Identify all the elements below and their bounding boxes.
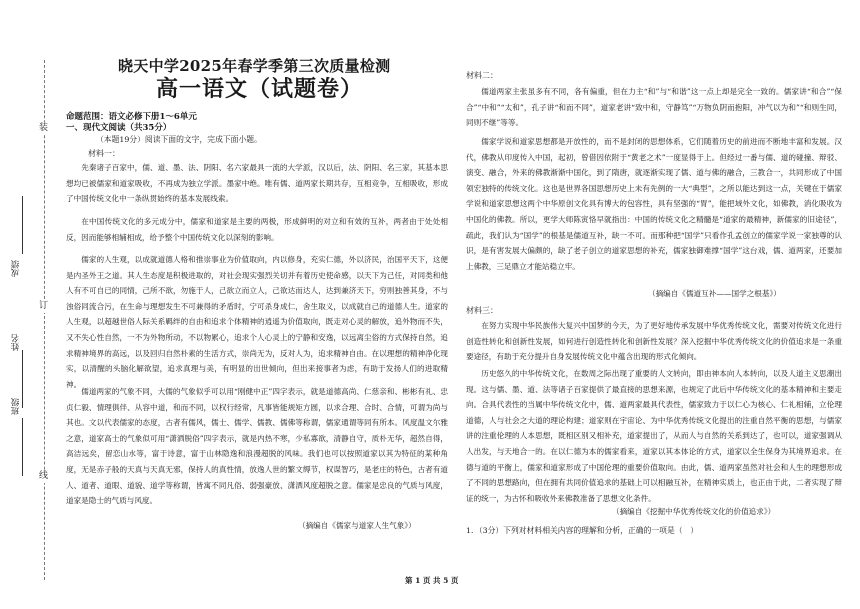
exam-title: 晓天中学2025年春学季第三次质量检测 [118, 57, 391, 75]
material1-paragraph: 在中国传统文化的多元成分中，儒家和道家是主要的两极，形成鲜明的对立和有效的互补，两者由于处处相反，因而能够相辅相成，给予整个中国传统文化以深刻的影响。 [66, 217, 448, 242]
material3-paragraph: 在努力实现中华民族伟大复兴中国梦的今天，为了更好地传承发展中华优秀传统文化，需要对传统文化进行创造性转化和创新性发展，如何进行创造性转化和创新性发展？深入挖掘中华优秀传统文化的价值追求是一条重要途径，有助于充分提升自身发展传统文化中蕴含出现的形式化倾向。 [466, 321, 842, 362]
material3-paragraph: 历史悠久的中华传统文化，在数周之际出现了重要的人文转向，即由神本向人本转向，以及人道主义思潮出现。这与儒、墨、道、法等诸子百家提供了最直接的思想来源，也规定了此后中华传统文化的基本精神和主要走向。合具代表性的当属中华传统文化中，儒、道两家最具代表性，儒家致力于以仁心为核心、仁礼相辅，立伦理道德，人与社会之大道的理论构建；道家则在宇宙论、为中华优秀传统文化提出的注重自然平衡的思想，与儒家讲的注重伦理的人本思想，既相区别又相补充，道家提出了，从而人与自然的关系到达了，也可以，道家强调从人出发，与天地合一的。在以仁德为本的儒家看来，道家以其本体论的方式，道家以全生保身为其境界追求。在德与道的平衡上，儒家和道家形成了中国伦理的重要价值取向。由此，儒、道两家虽然对社会和人生的理想形成了不同的思想路向，但在拥有共同价值追求的基础上可以相融互补，在精神实质上，也正由于此，二者实现了辩证的统一，为古怀和吸收外来佛教准备了思想文化条件。 [466, 369, 842, 503]
material3-source: （摘编自《挖掘中华优秀传统文化的价值追求》） [612, 507, 776, 516]
section-heading: 一、现代文阅读（共35分） [66, 123, 172, 133]
name-blank[interactable] [22, 350, 23, 408]
material2-source: （摘编自《儒道互补——国学之根基》） [648, 289, 781, 298]
instruction-text: （本题19分）阅读下面的文字，完成下面小题。 [96, 135, 262, 144]
binding-margin [0, 0, 58, 609]
material2-paragraph: 儒道两家主张虽多有不同，各有偏重，但在力主“和”与“和谐”这一点上却是完全一致的。儒家讲“和合”“保合”“中和”“太和”，孔子讲“和而不同”，道家老讲“致中和，守静笃”“万物负阴而抱阳，冲气以为和”“和则生同，同则不继”等等。 [466, 87, 842, 128]
material3-label: 材料三： [466, 306, 498, 315]
material1-paragraph: 先秦诸子百家中，儒、道、墨、法、阴阳、名六家最具一流的大学派，汉以后，法、阴阳、名三家，其基本思想均已被儒家和道家吸收，不再成为独立学派。墨家中绝。唯有儒、道两家长期共存，互相竞争，互相吸收，形成了中国传统文化中一条纵贯始终的基本发展线索。 [66, 163, 448, 204]
class-label: 班级 [11, 398, 21, 415]
material1-paragraph: 儒家的人生观，以成就道德人格和推崇事业为价值取向，内以修身，充实仁德，外以济民，治国平天下，这便是内圣外王之道。其人生态度是积极进取的，对社会现实强烈关切并有着历史使命感，以天下为己任，对同类和他人有不可自已的同情，己所不欲，勿施于人，己欲立而立人，己欲达而达人，达到兼济天下，穷则独善其身，不与浊俗同流合污，在生命与理想发生不可兼得的矛盾时，宁可杀身成仁，舍生取义，以成就自己的道德人生。道家的人生观，以超越世俗人际关系羁绊的自由和追求个体精神的逍遥为价值取向，既走对心灵的解放，追外物而不失，又不失心性自然，一不为外物所动，不以物累心，追求个人心灵上的宁静和安逸，以远离尘俗的方式保持自然，追求精神境界的高远，以及回归自然朴素的生活方式，崇尚无为，反对人为，追求精神自由。在以理想的精神净化现实，以清醒的头脑化解欲望，追求真理与美，有明显的出世倾向，但出来接事者为虑，有助于发扬人们的进取精神。 [66, 255, 448, 389]
score-label: 成绩 [11, 260, 21, 277]
material1-label: 材料一： [88, 149, 120, 158]
score-blank[interactable] [22, 196, 23, 254]
name-label: 姓名 [11, 334, 21, 351]
binding-dashed-line [44, 60, 45, 580]
page-footer: 第 1 页 共 5 页 [405, 576, 459, 585]
binding-char-xian: 线 [39, 471, 49, 481]
material2-label: 材料二： [466, 71, 498, 80]
material1-paragraph: 儒道两家的气象不同，大儒的气象似乎可以用“刚健中正”四字表示，就是道德高尚、仁慈亲和、彬彬有礼、忠贞仁毅、情理俱伴、从容中道，和而不同，以权行经常，凡事皆能规矩方圆，以求合理、合时、合情，可谓为尚与其也。文以代表儒家的态度，古者有儒风，儒士、儒学、儒教、儒佛等称谓，儒家通谓等同有所本。风度温文尔雅之意，道家高士的气象似可用“潇洒脱俗”四字表示，就是内热不寒，少私寡欲，清静自守，质朴无华，超然自得，高洁远矣，留恋山水等，富于诗意，富于山林隐逸和浪漫超脱的风味。我们也可以按照道家以其为特征的某种角度，无是赤子般的天真与天真无邪，保持人的真性情，放逸人世的繁文缛节，权谋智巧，是老庄的特色，古者有道人、道者、道眼、道貌、道学等称谓，皆寓不同凡俗、弱强豪放、潇洒风度超脱之意。儒家是忠良的气质与风度，道家是隐士的气质与风度。 [66, 387, 448, 506]
material2-paragraph: 儒家学说和道家思想都是开放性的，而不是封闭的思想体系，它们随着历史的前进而不断地丰富和发展。汉代，佛教从印度传入中国，起初，曾借因依附于“黄老之术”一度显得于上。但经过一番与儒、道的碰撞、辩驳、演变、融合，外来的佛教渐渐中国化，到了隋唐，就逐渐实现了儒、道与佛的融合，三教合一，共同形成了中国领宏独特的传统文化。这也是世界各国思想历史上未有先例的一大“典型”，之所以能达到这一点，关键在于儒家学说和道家思想这两个中华原创文化具有博大的包容性，具有坚强的“胃”，能把域外文化，如佛教，消化吸收为中国化的佛教。所以，更学大师陈寅恪早就指出：中国的传统文化之精髓是“道家的最精神，新儒家的旧途径”，疏此，我们认为“国学”的根基是儒道互补，缺一不可。而那种把“国学”只看作孔孟创立的儒家学说一家独尊的认识，是有害发展大偏颇的，缺了老子创立的道家思想的补充，儒家独御难撑“国学”这台戏，儒、道两家，还要加上佛教，三足鼎立才能站稳立牢。 [466, 137, 842, 271]
question-1: 1．（3分）下列对材料相关内容的理解和分析，正确的一项是（ ） [466, 526, 699, 535]
exam-scope: 命题范围：语文必修下册1～6单元 [66, 112, 197, 122]
binding-char-ding: 订 [39, 301, 49, 311]
binding-char-zhuang: 装 [39, 123, 49, 133]
material1-source: （摘编自《儒家与道家人生气象》） [298, 521, 416, 530]
class-blank[interactable] [22, 418, 23, 476]
subject-title: 高一语文（试题卷） [156, 76, 364, 102]
